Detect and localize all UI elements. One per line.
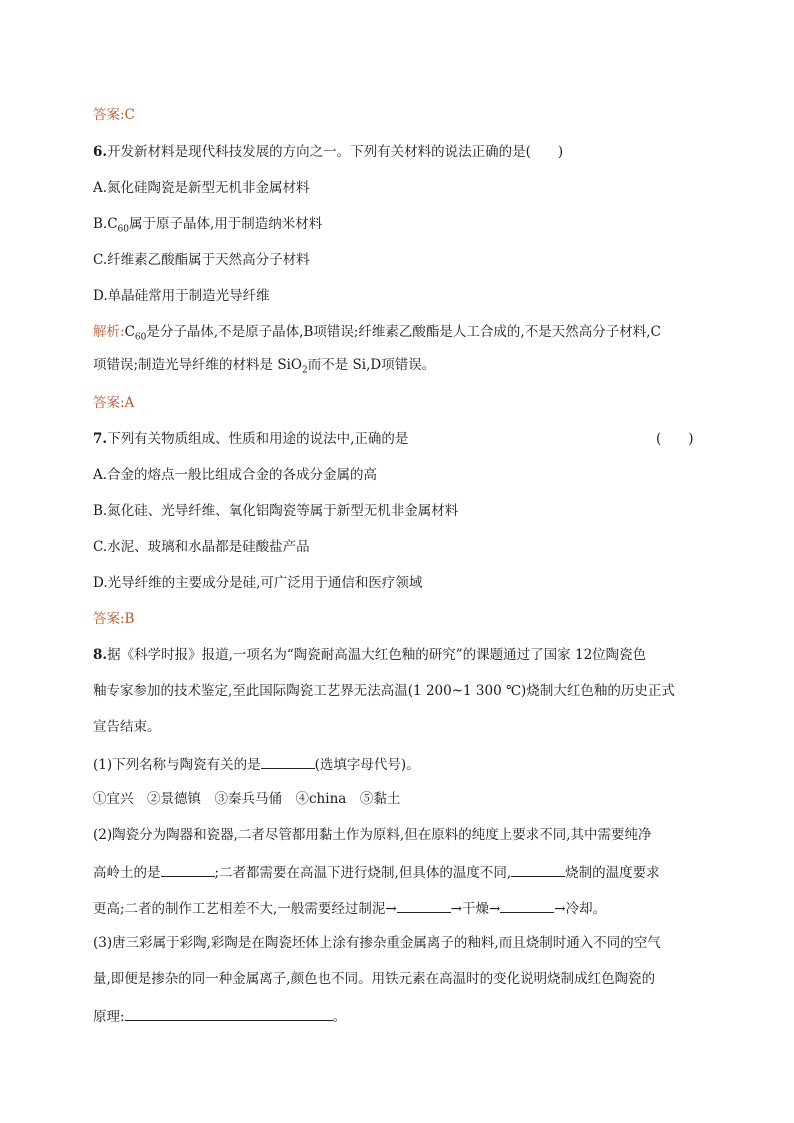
question-8-number: 8. xyxy=(93,647,108,663)
answer-q6: 答案:A xyxy=(93,395,135,411)
question-8-stem-line-1 xyxy=(93,646,646,664)
question-8-stem-line-3: 宣告结束。 xyxy=(93,719,161,735)
answer-blank[interactable] xyxy=(261,754,315,769)
part-2-text-d: 更高;二者的制作工艺相差不大,一般需要经过制泥→ xyxy=(93,901,397,917)
question-7-option-a: A.合金的熔点一般比组成合金的各成分金属的高 xyxy=(93,467,378,483)
part-1-suffix: (选填字母代号)。 xyxy=(314,757,420,773)
part-1-text: (1)下列名称与陶瓷有关的是 xyxy=(93,757,261,773)
question-6-analysis-line-2 xyxy=(93,356,435,374)
analysis-text-2a: 项错误;制造光导纤维的材料是 SiO xyxy=(93,357,302,373)
question-8-part-2-line-2 xyxy=(93,862,660,882)
answer-q7: 答案:B xyxy=(93,611,135,627)
question-7-option-d: D.光导纤维的主要成分是硅,可广泛用于通信和医疗领域 xyxy=(93,575,423,591)
answer-blank[interactable] xyxy=(397,898,451,913)
part-2-text-e: →干燥→ xyxy=(450,901,501,917)
answer-blank[interactable] xyxy=(161,862,215,877)
question-6-option-d: D.单晶硅常用于制造光导纤维 xyxy=(93,288,270,304)
analysis-text-1: 是分子晶体,不是原子晶体,B项错误;纤维素乙酸酯是人工合成的,不是天然高分子材料,C xyxy=(146,324,661,340)
question-8-text-1: 据《科学时报》报道,一项名为“陶瓷耐高温大红色釉的研究”的课题通过了国家 12位陶瓷色 xyxy=(107,647,647,663)
analysis-c60-subscript: 60 xyxy=(134,332,147,343)
answer-blank[interactable] xyxy=(511,862,565,877)
question-7-paren: ( ) xyxy=(656,431,694,447)
question-6-option-c: C.纤维素乙酸酯属于天然高分子材料 xyxy=(93,252,310,268)
part-2-text-a: 高岭土的是 xyxy=(93,865,161,881)
part-2-text-f: →冷却。 xyxy=(554,901,607,917)
question-6-number: 6. xyxy=(93,144,108,160)
question-6-stem xyxy=(93,143,563,161)
question-8-part-1-options: ①宜兴 ②景德镇 ③秦兵马俑 ④china ⑤黏土 xyxy=(93,791,401,807)
question-7-option-b: B.氮化硅、光导纤维、氧化铝陶瓷等属于新型无机非金属材料 xyxy=(93,503,459,519)
option-b-prefix: B.C xyxy=(93,216,118,232)
question-6-text: 开发新材料是现代科技发展的方向之一。下列有关材料的说法正确的是( ) xyxy=(107,144,564,160)
analysis-c60-prefix: C xyxy=(124,324,135,340)
analysis-label: 解析: xyxy=(93,324,125,340)
option-b-text: 属于原子晶体,用于制造纳米材料 xyxy=(129,216,323,232)
answer-blank[interactable] xyxy=(500,898,554,913)
option-b-subscript: 60 xyxy=(117,224,129,235)
analysis-text-2b: 而不是 Si,D项错误。 xyxy=(307,357,436,373)
question-8-part-3-line-2: 量,即便是掺杂的同一种金属离子,颜色也不同。用铁元素在高温时的变化说明烧制成红色陶瓷的 xyxy=(93,971,656,987)
question-6-option-b xyxy=(93,215,322,233)
analysis-sio2-subscript: 2 xyxy=(301,365,308,376)
part-3-text-a: 原理: xyxy=(93,1009,125,1025)
question-6-option-a: A.氮化硅陶瓷是新型无机非金属材料 xyxy=(93,180,310,196)
question-8-part-3-line-3 xyxy=(93,1006,346,1026)
question-8-stem-line-2: 釉专家参加的技术鉴定,至此国际陶瓷工艺界无法高温(1 200~1 300 ℃)烧制大红色釉的历史正式 xyxy=(93,683,675,699)
question-6-analysis-line-1 xyxy=(93,323,661,341)
question-7-option-c: C.水泥、玻璃和水晶都是硅酸盐产品 xyxy=(93,539,310,555)
part-2-text-b: ;二者都需要在高温下进行烧制,但具体的温度不同, xyxy=(214,865,512,881)
question-7-stem xyxy=(93,430,408,448)
question-8-part-2-line-1: (2)陶瓷分为陶器和瓷器,二者尽管都用黏土作为原料,但在原料的纯度上要求不同,其中需要纯净 xyxy=(93,827,652,843)
question-7-number: 7. xyxy=(93,431,108,447)
answer-q5: 答案:C xyxy=(93,107,135,123)
question-7-text: 下列有关物质组成、性质和用途的说法中,正确的是 xyxy=(107,431,409,447)
question-8-part-2-line-3 xyxy=(93,898,606,918)
question-8-part-1 xyxy=(93,754,420,774)
part-3-text-b: 。 xyxy=(332,1009,347,1025)
part-2-text-c: 烧制的温度要求 xyxy=(565,865,660,881)
answer-blank[interactable] xyxy=(125,1006,333,1021)
question-8-part-3-line-1: (3)唐三彩属于彩陶,彩陶是在陶瓷坯体上涂有掺杂重金属离子的釉料,而且烧制时通入不同的空气 xyxy=(93,935,661,951)
